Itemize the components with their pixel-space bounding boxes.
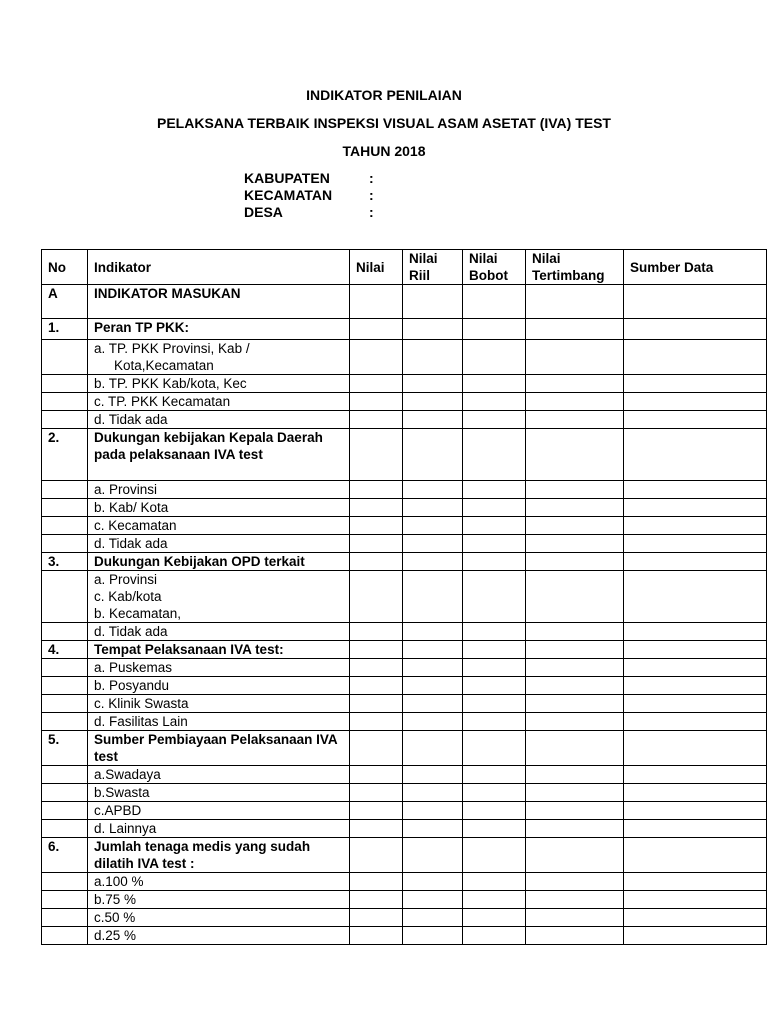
option-text: d. Fasilitas Lain	[94, 714, 188, 729]
nilai-cell[interactable]	[350, 571, 403, 623]
nilai-tertimbang-cell[interactable]	[526, 713, 624, 731]
nilai-cell[interactable]	[350, 891, 403, 909]
nilai-riil-cell[interactable]	[403, 340, 463, 375]
nilai-tertimbang-cell[interactable]	[526, 393, 624, 411]
indicator-no: 5.	[42, 731, 88, 766]
nilai-riil-cell[interactable]	[403, 677, 463, 695]
nilai-bobot-cell[interactable]	[463, 340, 526, 375]
option-text: b. Posyandu	[94, 678, 170, 693]
location-fields	[244, 170, 374, 221]
nilai-cell[interactable]	[350, 375, 403, 393]
nilai-riil-cell[interactable]	[403, 429, 463, 481]
sumber-data-cell[interactable]	[624, 393, 767, 411]
option-text: c. TP. PKK Kecamatan	[94, 394, 231, 409]
nilai-bobot-cell[interactable]	[463, 571, 526, 623]
nilai-bobot-cell[interactable]	[463, 659, 526, 677]
nilai-tertimbang-cell[interactable]	[526, 553, 624, 571]
option-row	[42, 481, 767, 499]
nilai-tertimbang-cell[interactable]	[526, 623, 624, 641]
option-no	[42, 571, 88, 623]
header-nilai-tertimbang: Nilai Tertimbang	[526, 250, 624, 285]
option-text: c. Klinik Swasta	[94, 696, 189, 711]
option-row	[42, 784, 767, 802]
option-no	[42, 873, 88, 891]
option-text: c. Kab/kota	[94, 589, 162, 604]
option-no	[42, 820, 88, 838]
option-label	[88, 517, 350, 535]
option-row	[42, 499, 767, 517]
option-text: b. Kab/ Kota	[94, 500, 169, 515]
option-row	[42, 927, 767, 945]
option-label	[88, 535, 350, 553]
nilai-bobot-cell[interactable]	[463, 713, 526, 731]
nilai-cell[interactable]	[350, 553, 403, 571]
nilai-bobot-cell[interactable]	[463, 499, 526, 517]
option-label	[88, 713, 350, 731]
option-label	[88, 340, 350, 375]
nilai-cell[interactable]	[350, 623, 403, 641]
indicator-row	[42, 429, 767, 481]
option-row	[42, 873, 767, 891]
sumber-data-cell[interactable]	[624, 820, 767, 838]
nilai-tertimbang-cell[interactable]	[526, 909, 624, 927]
nilai-tertimbang-cell[interactable]	[526, 838, 624, 873]
desa-colon: :	[369, 204, 374, 220]
option-text: b.75 %	[94, 892, 137, 907]
header-indikator: Indikator	[88, 250, 350, 285]
option-no	[42, 623, 88, 641]
indicator-label: Jumlah tenaga medis yang sudah dilatih IVA test :	[88, 838, 350, 873]
nilai-riil-cell[interactable]	[403, 784, 463, 802]
nilai-cell[interactable]	[350, 517, 403, 535]
option-no	[42, 677, 88, 695]
option-text: a.100 %	[94, 874, 144, 889]
option-text: b.Swasta	[94, 785, 150, 800]
option-no	[42, 517, 88, 535]
sumber-data-cell[interactable]	[624, 713, 767, 731]
option-text: b. Kecamatan,	[94, 606, 182, 621]
indicator-row	[42, 319, 767, 340]
indicator-row	[42, 641, 767, 659]
option-text: d. Tidak ada	[94, 412, 168, 427]
option-no	[42, 909, 88, 927]
nilai-cell[interactable]	[350, 713, 403, 731]
sumber-data-cell[interactable]	[624, 623, 767, 641]
nilai-riil-cell[interactable]	[403, 623, 463, 641]
nilai-cell[interactable]	[350, 499, 403, 517]
option-no	[42, 393, 88, 411]
option-label	[88, 393, 350, 411]
option-no	[42, 375, 88, 393]
sumber-data-cell[interactable]	[624, 731, 767, 766]
option-no	[42, 802, 88, 820]
option-text: d. Lainnya	[94, 821, 157, 836]
option-row	[42, 695, 767, 713]
nilai-bobot-cell[interactable]	[463, 375, 526, 393]
option-text: a.Swadaya	[94, 767, 161, 782]
sumber-data-cell[interactable]	[624, 909, 767, 927]
nilai-riil-cell[interactable]	[403, 927, 463, 945]
option-text: c.50 %	[94, 910, 136, 925]
nilai-riil-cell[interactable]	[403, 481, 463, 499]
nilai-riil-cell[interactable]	[403, 535, 463, 553]
nilai-tertimbang-cell[interactable]	[526, 891, 624, 909]
indicator-no: 2.	[42, 429, 88, 481]
option-label	[88, 766, 350, 784]
nilai-cell[interactable]	[350, 319, 403, 340]
header-nilai-riil: Nilai Riil	[403, 250, 463, 285]
option-row	[42, 659, 767, 677]
nilai-bobot-cell[interactable]	[463, 909, 526, 927]
nilai-riil-cell[interactable]	[403, 571, 463, 623]
nilai-tertimbang-cell[interactable]	[526, 766, 624, 784]
option-no	[42, 340, 88, 375]
nilai-bobot-cell[interactable]	[463, 820, 526, 838]
option-no	[42, 411, 88, 429]
nilai-tertimbang-cell[interactable]	[526, 319, 624, 340]
nilai-tertimbang-cell[interactable]	[526, 481, 624, 499]
nilai-tertimbang-cell[interactable]	[526, 695, 624, 713]
nilai-riil-cell[interactable]	[403, 553, 463, 571]
nilai-cell[interactable]	[350, 285, 403, 319]
option-label	[88, 909, 350, 927]
nilai-bobot-cell[interactable]	[463, 927, 526, 945]
option-text: c. Kecamatan	[94, 518, 177, 533]
nilai-tertimbang-cell[interactable]	[526, 731, 624, 766]
option-label	[88, 891, 350, 909]
nilai-bobot-cell[interactable]	[463, 677, 526, 695]
sumber-data-cell[interactable]	[624, 927, 767, 945]
sumber-data-cell[interactable]	[624, 340, 767, 375]
kabupaten-label: KABUPATEN	[244, 170, 330, 186]
document-year: TAHUN 2018	[342, 143, 426, 159]
nilai-riil-cell[interactable]	[403, 393, 463, 411]
nilai-bobot-cell[interactable]	[463, 641, 526, 659]
option-no	[42, 766, 88, 784]
option-label	[88, 820, 350, 838]
option-text: c.APBD	[94, 803, 142, 818]
option-text: a. TP. PKK Provinsi, Kab /	[94, 341, 250, 356]
option-row	[42, 411, 767, 429]
indicator-no: 4.	[42, 641, 88, 659]
nilai-bobot-cell[interactable]	[463, 731, 526, 766]
nilai-cell[interactable]	[350, 429, 403, 481]
nilai-tertimbang-cell[interactable]	[526, 517, 624, 535]
option-no	[42, 535, 88, 553]
nilai-riil-cell[interactable]	[403, 375, 463, 393]
sumber-data-cell[interactable]	[624, 517, 767, 535]
nilai-riil-cell[interactable]	[403, 873, 463, 891]
option-label	[88, 375, 350, 393]
nilai-tertimbang-cell[interactable]	[526, 802, 624, 820]
nilai-tertimbang-cell[interactable]	[526, 429, 624, 481]
indicator-no: 6.	[42, 838, 88, 873]
sumber-data-cell[interactable]	[624, 891, 767, 909]
option-no	[42, 927, 88, 945]
header-nilai: Nilai	[350, 250, 403, 285]
option-text: d.25 %	[94, 928, 137, 943]
sumber-data-cell[interactable]	[624, 375, 767, 393]
option-no	[42, 499, 88, 517]
sumber-data-cell[interactable]	[624, 285, 767, 319]
option-label	[88, 571, 350, 623]
option-text: b. TP. PKK Kab/kota, Kec	[94, 376, 247, 391]
desa-field	[244, 204, 374, 221]
option-no	[42, 784, 88, 802]
nilai-riil-cell[interactable]	[403, 319, 463, 340]
header-no: No	[42, 250, 88, 285]
nilai-riil-cell[interactable]	[403, 820, 463, 838]
option-label	[88, 499, 350, 517]
option-label	[88, 784, 350, 802]
nilai-cell[interactable]	[350, 695, 403, 713]
option-no	[42, 695, 88, 713]
nilai-riil-cell[interactable]	[403, 285, 463, 319]
nilai-tertimbang-cell[interactable]	[526, 571, 624, 623]
nilai-tertimbang-cell[interactable]	[526, 285, 624, 319]
option-no	[42, 713, 88, 731]
option-no	[42, 891, 88, 909]
sumber-data-cell[interactable]	[624, 802, 767, 820]
option-row	[42, 713, 767, 731]
nilai-cell[interactable]	[350, 659, 403, 677]
document-subtitle: PELAKSANA TERBAIK INSPEKSI VISUAL ASAM ASETAT (IVA) TEST	[157, 115, 611, 131]
option-label	[88, 695, 350, 713]
nilai-cell[interactable]	[350, 641, 403, 659]
nilai-bobot-cell[interactable]	[463, 891, 526, 909]
kabupaten-colon: :	[369, 170, 374, 186]
nilai-bobot-cell[interactable]	[463, 873, 526, 891]
nilai-cell[interactable]	[350, 909, 403, 927]
sumber-data-cell[interactable]	[624, 499, 767, 517]
kecamatan-label: KECAMATAN	[244, 187, 333, 203]
option-row	[42, 623, 767, 641]
option-row	[42, 571, 767, 623]
option-row	[42, 517, 767, 535]
nilai-tertimbang-cell[interactable]	[526, 820, 624, 838]
option-row	[42, 891, 767, 909]
table-header-row	[42, 250, 767, 285]
option-text: a. Provinsi	[94, 572, 158, 587]
option-text: a. Provinsi	[94, 482, 158, 497]
option-row	[42, 535, 767, 553]
sumber-data-cell[interactable]	[624, 659, 767, 677]
nilai-cell[interactable]	[350, 927, 403, 945]
header-nilai-bobot: Nilai Bobot	[463, 250, 526, 285]
nilai-bobot-cell[interactable]	[463, 429, 526, 481]
nilai-cell[interactable]	[350, 802, 403, 820]
option-row	[42, 820, 767, 838]
kecamatan-colon: :	[369, 187, 374, 203]
indicator-no: 3.	[42, 553, 88, 571]
sumber-data-cell[interactable]	[624, 873, 767, 891]
option-label	[88, 623, 350, 641]
kecamatan-field	[244, 187, 374, 204]
indicator-label: Dukungan kebijakan Kepala Daerah pada pelaksanaan IVA test	[88, 429, 350, 481]
sumber-data-cell[interactable]	[624, 838, 767, 873]
indicator-row	[42, 731, 767, 766]
indicator-row	[42, 553, 767, 571]
document-title: INDIKATOR PENILAIAN	[306, 87, 462, 103]
nilai-cell[interactable]	[350, 677, 403, 695]
nilai-tertimbang-cell[interactable]	[526, 375, 624, 393]
section-label: INDIKATOR MASUKAN	[88, 285, 350, 319]
option-text: a. Puskemas	[94, 660, 173, 675]
option-row	[42, 766, 767, 784]
sumber-data-cell[interactable]	[624, 695, 767, 713]
nilai-cell[interactable]	[350, 393, 403, 411]
nilai-riil-cell[interactable]	[403, 802, 463, 820]
option-row	[42, 909, 767, 927]
nilai-tertimbang-cell[interactable]	[526, 499, 624, 517]
option-label	[88, 481, 350, 499]
option-row	[42, 375, 767, 393]
indicator-row	[42, 838, 767, 873]
sumber-data-cell[interactable]	[624, 553, 767, 571]
nilai-tertimbang-cell[interactable]	[526, 677, 624, 695]
nilai-riil-cell[interactable]	[403, 766, 463, 784]
nilai-bobot-cell[interactable]	[463, 838, 526, 873]
nilai-bobot-cell[interactable]	[463, 481, 526, 499]
kabupaten-field	[244, 170, 374, 187]
nilai-tertimbang-cell[interactable]	[526, 340, 624, 375]
nilai-bobot-cell[interactable]	[463, 393, 526, 411]
nilai-bobot-cell[interactable]	[463, 766, 526, 784]
indicator-table	[41, 249, 767, 945]
nilai-bobot-cell[interactable]	[463, 535, 526, 553]
option-row	[42, 677, 767, 695]
option-no	[42, 481, 88, 499]
indicator-label: Dukungan Kebijakan OPD terkait	[88, 553, 350, 571]
option-label	[88, 927, 350, 945]
nilai-bobot-cell[interactable]	[463, 623, 526, 641]
nilai-tertimbang-cell[interactable]	[526, 784, 624, 802]
desa-label: DESA	[244, 204, 283, 220]
nilai-riil-cell[interactable]	[403, 499, 463, 517]
nilai-bobot-cell[interactable]	[463, 695, 526, 713]
nilai-riil-cell[interactable]	[403, 909, 463, 927]
indicator-no: 1.	[42, 319, 88, 340]
nilai-tertimbang-cell[interactable]	[526, 659, 624, 677]
nilai-riil-cell[interactable]	[403, 838, 463, 873]
nilai-tertimbang-cell[interactable]	[526, 641, 624, 659]
sumber-data-cell[interactable]	[624, 319, 767, 340]
nilai-cell[interactable]	[350, 411, 403, 429]
nilai-riil-cell[interactable]	[403, 411, 463, 429]
nilai-riil-cell[interactable]	[403, 695, 463, 713]
nilai-tertimbang-cell[interactable]	[526, 927, 624, 945]
nilai-riil-cell[interactable]	[403, 517, 463, 535]
option-label	[88, 677, 350, 695]
nilai-cell[interactable]	[350, 873, 403, 891]
sumber-data-cell[interactable]	[624, 677, 767, 695]
nilai-riil-cell[interactable]	[403, 713, 463, 731]
sumber-data-cell[interactable]	[624, 535, 767, 553]
nilai-riil-cell[interactable]	[403, 659, 463, 677]
nilai-cell[interactable]	[350, 838, 403, 873]
option-label	[88, 411, 350, 429]
section-no: A	[42, 285, 88, 319]
nilai-cell[interactable]	[350, 340, 403, 375]
nilai-bobot-cell[interactable]	[463, 285, 526, 319]
nilai-riil-cell[interactable]	[403, 731, 463, 766]
sumber-data-cell[interactable]	[624, 429, 767, 481]
sumber-data-cell[interactable]	[624, 481, 767, 499]
option-label	[88, 659, 350, 677]
sumber-data-cell[interactable]	[624, 571, 767, 623]
header-sumber-data: Sumber Data	[624, 250, 767, 285]
option-no	[42, 659, 88, 677]
nilai-bobot-cell[interactable]	[463, 517, 526, 535]
nilai-bobot-cell[interactable]	[463, 319, 526, 340]
option-text: d. Tidak ada	[94, 536, 168, 551]
nilai-cell[interactable]	[350, 820, 403, 838]
sumber-data-cell[interactable]	[624, 411, 767, 429]
nilai-bobot-cell[interactable]	[463, 784, 526, 802]
option-row	[42, 340, 767, 375]
nilai-riil-cell[interactable]	[403, 641, 463, 659]
nilai-cell[interactable]	[350, 731, 403, 766]
nilai-bobot-cell[interactable]	[463, 411, 526, 429]
nilai-cell[interactable]	[350, 481, 403, 499]
indicator-label: Peran TP PKK:	[88, 319, 350, 340]
nilai-bobot-cell[interactable]	[463, 553, 526, 571]
option-label	[88, 802, 350, 820]
nilai-bobot-cell[interactable]	[463, 802, 526, 820]
nilai-riil-cell[interactable]	[403, 891, 463, 909]
indicator-label: Sumber Pembiayaan Pelaksanaan IVA test	[88, 731, 350, 766]
nilai-cell[interactable]	[350, 784, 403, 802]
sumber-data-cell[interactable]	[624, 641, 767, 659]
section-row	[42, 285, 767, 319]
option-text: d. Tidak ada	[94, 624, 168, 639]
nilai-tertimbang-cell[interactable]	[526, 873, 624, 891]
indicator-label: Tempat Pelaksanaan IVA test:	[88, 641, 350, 659]
nilai-tertimbang-cell[interactable]	[526, 411, 624, 429]
option-row	[42, 802, 767, 820]
nilai-cell[interactable]	[350, 535, 403, 553]
nilai-tertimbang-cell[interactable]	[526, 535, 624, 553]
sumber-data-cell[interactable]	[624, 766, 767, 784]
option-label	[88, 873, 350, 891]
nilai-cell[interactable]	[350, 766, 403, 784]
option-text: Kota,Kecamatan	[114, 358, 214, 373]
option-row	[42, 393, 767, 411]
sumber-data-cell[interactable]	[624, 784, 767, 802]
